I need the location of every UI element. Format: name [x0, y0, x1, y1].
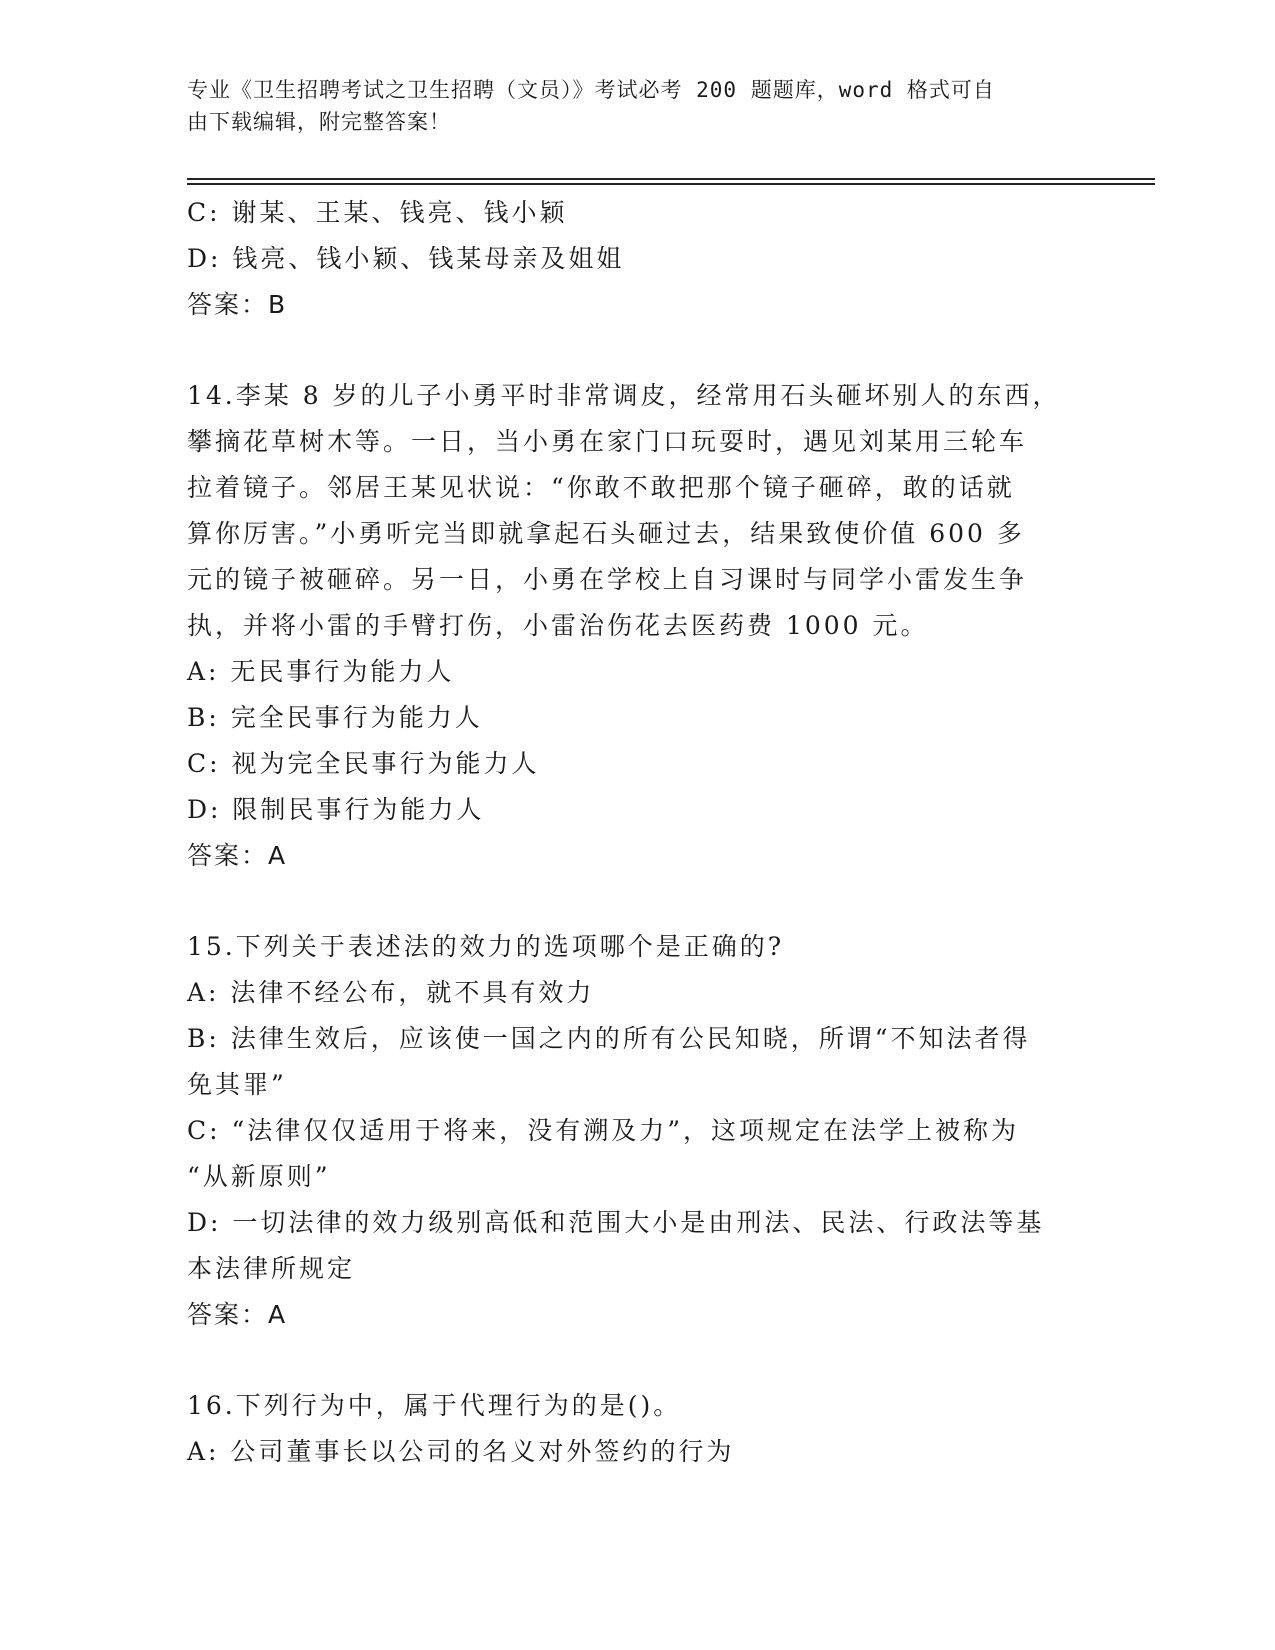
header-line-1: 专业《卫生招聘考试之卫生招聘（文员）》考试必考 200 题题库，word 格式可自: [187, 78, 995, 102]
q15-option-d: [187, 1200, 1087, 1292]
spacer: [187, 1338, 1087, 1383]
q15-option-a: A: 法律不经公布，就不具有效力: [187, 978, 595, 1007]
q14-stem-line: 攀摘花草树木等。一日，当小勇在家门口玩耍时，遇见刘某用三轮车: [187, 427, 1028, 456]
q14-answer: 答案：A: [187, 841, 288, 870]
question-content: [187, 190, 1087, 1475]
header-line-2: 由下载编辑，附完整答案！: [187, 110, 451, 134]
spacer: [187, 879, 1087, 924]
q14-stem-line: 拉着镜子。邻居王某见状说：“你敢不敢把那个镜子砸碎，敢的话就: [187, 473, 1015, 502]
q15-option-c: [187, 1108, 1087, 1200]
q15-option-b: [187, 1016, 1087, 1108]
page-header: [187, 74, 1067, 138]
q15-option-b-line: 免其罪”: [187, 1070, 287, 1099]
q14-stem: [187, 373, 1087, 649]
q16-option-a: A: 公司董事长以公司的名义对外签约的行为: [187, 1437, 735, 1466]
header-divider-bottom: [187, 183, 1155, 185]
q16-stem: 16.下列行为中，属于代理行为的是()。: [187, 1391, 682, 1420]
q14-option-c: C: 视为完全民事行为能力人: [187, 749, 540, 778]
q13-option-d: D: 钱亮、钱小颖、钱某母亲及姐姐: [187, 244, 625, 273]
q13-answer: 答案：B: [187, 290, 288, 319]
q14-stem-line: 执，并将小雷的手臂打伤，小雷治伤花去医药费 1000 元。: [187, 611, 929, 640]
q15-option-c-line: C: “法律仅仅适用于将来，没有溯及力”，这项规定在法学上被称为: [187, 1116, 1020, 1145]
q14-option-b: B: 完全民事行为能力人: [187, 703, 483, 732]
q14-option-a: A: 无民事行为能力人: [187, 657, 455, 686]
q15-stem: 15.下列关于表述法的效力的选项哪个是正确的?: [187, 932, 785, 961]
header-divider-top: [187, 178, 1155, 180]
q14-option-d: D: 限制民事行为能力人: [187, 795, 485, 824]
q15-answer: 答案：A: [187, 1300, 288, 1329]
spacer: [187, 328, 1087, 373]
q13-option-c: C: 谢某、王某、钱亮、钱小颖: [187, 198, 568, 227]
q15-option-d-line: D: 一切法律的效力级别高低和范围大小是由刑法、民法、行政法等基: [187, 1208, 1045, 1237]
q14-stem-line: 元的镜子被砸碎。另一日，小勇在学校上自习课时与同学小雷发生争: [187, 565, 1028, 594]
q14-stem-line: 算你厉害。”小勇听完当即就拿起石头砸过去，结果致使价值 600 多: [187, 519, 1025, 548]
q15-option-b-line: B: 法律生效后，应该使一国之内的所有公民知晓，所谓“不知法者得: [187, 1024, 1031, 1053]
q15-option-d-line: 本法律所规定: [187, 1254, 356, 1283]
q14-stem-line: 14.李某 8 岁的儿子小勇平时非常调皮，经常用石头砸坏别人的东西，: [187, 381, 1061, 410]
q15-option-c-line: “从新原则”: [187, 1162, 331, 1191]
